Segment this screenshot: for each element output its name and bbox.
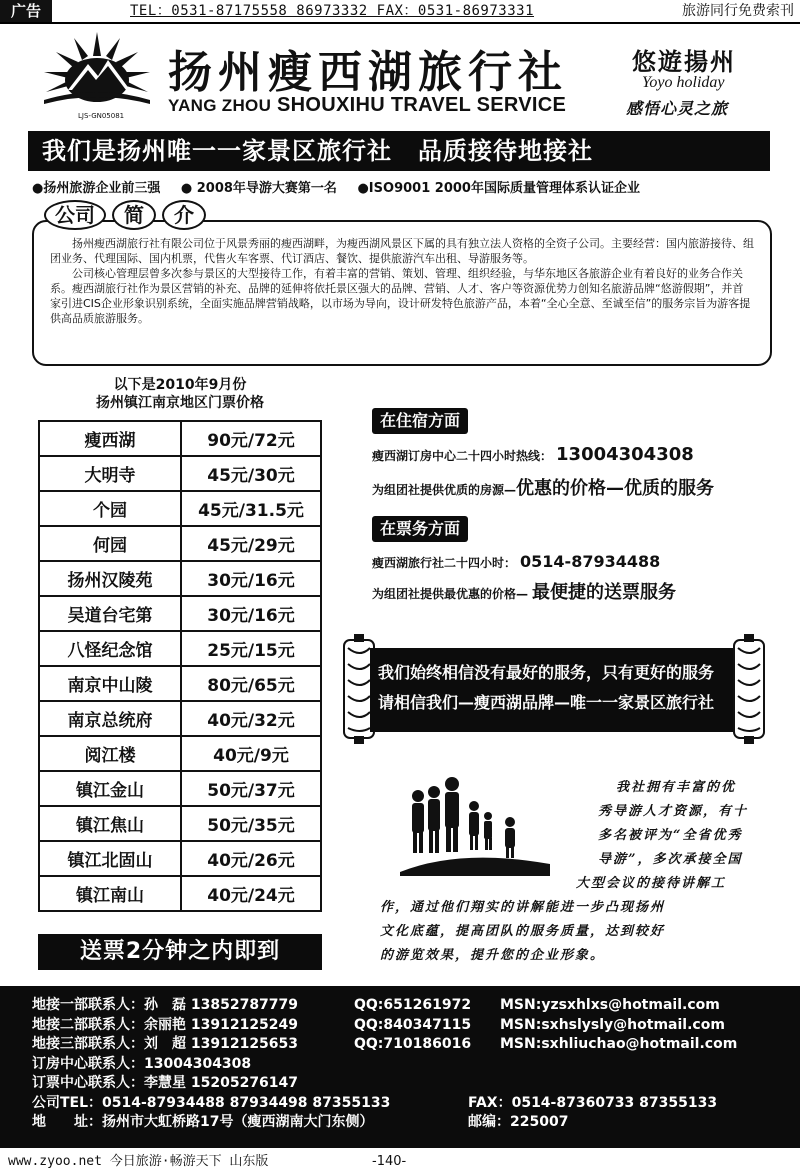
tickets-desc-big: 最便捷的送票服务 xyxy=(532,582,677,603)
contact-row xyxy=(32,1074,800,1094)
intro-title-char: 公司 xyxy=(44,200,106,230)
guide-line: 我社拥有丰富的优 xyxy=(616,780,737,795)
contact-row xyxy=(32,1035,800,1055)
headline-banner xyxy=(28,131,770,171)
spot-price: 45元/29元 xyxy=(181,526,321,561)
price-row xyxy=(39,421,321,456)
spot-name: 扬州汉陵苑 xyxy=(39,561,181,596)
scroll-line: 请相信我们—瘦西湖品牌—唯一一家景区旅行社 xyxy=(378,693,715,712)
booking-contact: 订房中心联系人：13004304308 xyxy=(32,1055,252,1072)
service-scroll xyxy=(340,634,766,744)
price-row xyxy=(39,596,321,631)
guide-line: 秀导游人才资源，有十 xyxy=(598,804,749,819)
scroll-body xyxy=(370,648,740,732)
intro-paragraph: 公司核心管理层曾多次参与景区的大型接待工作，有着丰富的营销、策划、管理、组织经验，与华东地区各旅游企业有着良好的业务合作关系。瘦西湖旅行社作为景区营销的补充、品牌的延伸将依托景区强大的品牌、营销、人才、客户等资源优势力创知名旅游品牌“悠游假期”，并首家引进CIS企业形象识别系统，全面实施品牌营销战略，以市场为导向，设计研发特色旅游产品，本着“全心全意、至诚至信”的服务宗旨为游客提供高品质旅游服务。 xyxy=(50,267,751,325)
spot-price: 50元/35元 xyxy=(181,806,321,841)
lodging-hotline xyxy=(372,444,694,465)
contact-msn: MSN:yzsxhlxs@hotmail.com xyxy=(500,997,720,1013)
spot-name: 镇江金山 xyxy=(39,771,181,806)
lodging-hotline-label: 瘦西湖订房中心二十四小时热线： xyxy=(372,449,553,463)
spot-name: 镇江南山 xyxy=(39,876,181,911)
contact-row xyxy=(32,1113,800,1133)
tickets-desc xyxy=(372,578,676,604)
price-row xyxy=(39,491,321,526)
contact-row xyxy=(32,1055,800,1075)
spot-name: 何园 xyxy=(39,526,181,561)
guide-line: 多名被评为“全省优秀 xyxy=(598,828,743,843)
page-footer xyxy=(0,1152,800,1172)
magazine-note: 旅游同行免费索刊 xyxy=(682,3,794,19)
company-intro-box xyxy=(32,220,772,366)
footer-site: www.zyoo.net 今日旅游·畅游天下 山东版 xyxy=(8,1154,269,1169)
company-name-en-city: YANG ZHOU xyxy=(168,96,272,115)
price-row xyxy=(39,561,321,596)
logo-code: LJS-GN05081 xyxy=(78,112,125,120)
price-row xyxy=(39,841,321,876)
contact-qq: QQ:710186016 xyxy=(354,1036,472,1052)
scroll-roll-right-icon xyxy=(728,634,768,744)
contact-name: 地接一部联系人：孙 磊 13852787779 xyxy=(32,997,299,1013)
tickets-phone-number: 0514-87934488 xyxy=(520,552,661,571)
magazine-phones: TEL：0531-87175558 86973332 FAX：0531-86973331 xyxy=(130,3,535,19)
price-row xyxy=(39,456,321,491)
slogan-cn: 悠遊揚州 xyxy=(632,47,736,76)
guide-line: 的游览效果，提升您的企业形象。 xyxy=(380,948,606,963)
contact-row xyxy=(32,996,800,1016)
price-heading-line1: 以下是2010年9月份 xyxy=(113,377,247,393)
honor-item: ●扬州旅游企业前三强 xyxy=(32,181,161,196)
contact-row xyxy=(32,1016,800,1036)
price-row xyxy=(39,631,321,666)
spot-name: 阅江楼 xyxy=(39,736,181,771)
honor-item: ● 2008年导游大赛第一名 xyxy=(180,181,337,196)
slogan-sub: 感悟心灵之旅 xyxy=(626,99,729,118)
guide-line: 作，通过他们翔实的讲解能进一步凸现扬州 xyxy=(380,900,666,915)
company-header xyxy=(0,26,800,130)
spot-price: 45元/30元 xyxy=(181,456,321,491)
guide-line: 文化底蕴，提高团队的服务质量，达到较好 xyxy=(380,924,666,939)
guide-line: 导游”，多次承接全国 xyxy=(598,852,743,867)
intro-paragraph: 扬州瘦西湖旅行社有限公司位于风景秀丽的瘦西湖畔，为瘦西湖风景区下属的具有独立法人资格的全资子公司。主要经营：国内旅游接待、组团业务、代理国际、国内机票，代售火车客票、代订酒店、餐饮、提供旅游汽车出租、导游服务等。 xyxy=(50,237,754,265)
scroll-line: 我们始终相信没有最好的服务，只有更好的服务 xyxy=(378,663,715,682)
spot-price: 90元/72元 xyxy=(181,421,321,456)
guide-line: 大型会议的接待讲解工 xyxy=(576,876,727,891)
company-name-cn: 扬州瘦西湖旅行社 xyxy=(168,47,568,98)
price-row xyxy=(39,526,321,561)
company-name-en-main: SHOUXIHU TRAVEL SERVICE xyxy=(277,94,567,116)
tickets-phone xyxy=(372,552,660,571)
spot-price: 80元/65元 xyxy=(181,666,321,701)
spot-name: 镇江焦山 xyxy=(39,806,181,841)
delivery-banner: 送票2分钟之内即到 xyxy=(38,934,322,970)
honor-item: ●ISO9001 2000年国际质量管理体系认证企业 xyxy=(357,181,640,196)
spot-name: 八怪纪念馆 xyxy=(39,631,181,666)
spot-price: 45元/31.5元 xyxy=(181,491,321,526)
company-postcode: 邮编：225007 xyxy=(468,1114,569,1130)
price-row xyxy=(39,806,321,841)
spot-price: 30元/16元 xyxy=(181,596,321,631)
spot-name: 南京总统府 xyxy=(39,701,181,736)
intro-title xyxy=(44,200,206,230)
contact-panel xyxy=(0,986,800,1148)
contact-msn: MSN:sxhslysly@hotmail.com xyxy=(500,1016,725,1033)
contact-qq: QQ:651261972 xyxy=(354,997,472,1013)
intro-title-char: 介 xyxy=(162,200,206,230)
spot-name: 镇江北固山 xyxy=(39,841,181,876)
lodging-desc-label: 为组团社提供优质的房源— xyxy=(372,483,517,497)
price-row xyxy=(39,701,321,736)
price-row xyxy=(39,666,321,701)
price-row xyxy=(39,771,321,806)
price-row xyxy=(39,736,321,771)
spot-price: 50元/37元 xyxy=(181,771,321,806)
spot-price: 40元/26元 xyxy=(181,841,321,876)
contact-msn: MSN:sxhliuchao@hotmail.com xyxy=(500,1036,738,1052)
tickets-desc-label: 为组团社提供最优惠的价格— xyxy=(372,587,529,601)
banner-part2: 品质接待地接社 xyxy=(418,137,593,165)
spot-price: 40元/32元 xyxy=(181,701,321,736)
contact-qq: QQ:840347115 xyxy=(354,1016,472,1033)
intro-title-char: 简 xyxy=(112,200,156,230)
price-heading-line2: 扬州镇江南京地区门票价格 xyxy=(96,395,264,411)
tickets-title: 在票务方面 xyxy=(372,516,468,542)
lodging-desc-big: 优惠的价格—优质的服务 xyxy=(516,478,715,499)
company-name-en xyxy=(168,94,566,117)
banner-part1: 我们是扬州唯一一家景区旅行社 xyxy=(42,137,392,165)
company-tel: 公司TEL：0514-87934488 87934498 87355133 xyxy=(32,1094,391,1111)
top-bar xyxy=(0,0,800,24)
spot-price: 30元/16元 xyxy=(181,561,321,596)
page-number: -140- xyxy=(372,1154,407,1169)
contact-name: 地接二部联系人：余丽艳 13912125249 xyxy=(32,1016,299,1033)
spot-price: 25元/15元 xyxy=(181,631,321,666)
slogan-en: Yoyo holiday xyxy=(642,74,725,91)
spot-name: 南京中山陵 xyxy=(39,666,181,701)
price-row xyxy=(39,876,321,911)
ad-tag: 广告 xyxy=(0,0,52,22)
company-address: 地 址：扬州市大虹桥路17号（瘦西湖南大门东侧） xyxy=(32,1114,374,1130)
company-fax: FAX：0514-87360733 87355133 xyxy=(468,1094,718,1111)
spot-price: 40元/24元 xyxy=(181,876,321,911)
guide-text-wide xyxy=(380,896,665,968)
honors-list xyxy=(32,177,656,196)
tickets-phone-label: 瘦西湖旅行社二十四小时： xyxy=(372,556,517,570)
spot-name: 大明寺 xyxy=(39,456,181,491)
lodging-title: 在住宿方面 xyxy=(372,408,468,434)
lodging-desc xyxy=(372,474,714,500)
guide-text-right xyxy=(576,776,749,896)
spot-name: 瘦西湖 xyxy=(39,421,181,456)
spot-price: 40元/9元 xyxy=(181,736,321,771)
ticket-price-table xyxy=(38,420,322,912)
contact-name: 地接三部联系人：刘 超 13912125653 xyxy=(32,1036,299,1052)
spot-name: 吴道台宅第 xyxy=(39,596,181,631)
ticket-contact: 订票中心联系人：李慧星 15205276147 xyxy=(32,1075,299,1091)
sun-mountain-logo-icon xyxy=(38,30,156,116)
contact-row xyxy=(32,1094,800,1114)
lodging-hotline-number: 13004304308 xyxy=(556,444,694,465)
price-heading xyxy=(40,376,320,412)
spot-name: 个园 xyxy=(39,491,181,526)
tour-group-people-icon xyxy=(400,776,550,876)
